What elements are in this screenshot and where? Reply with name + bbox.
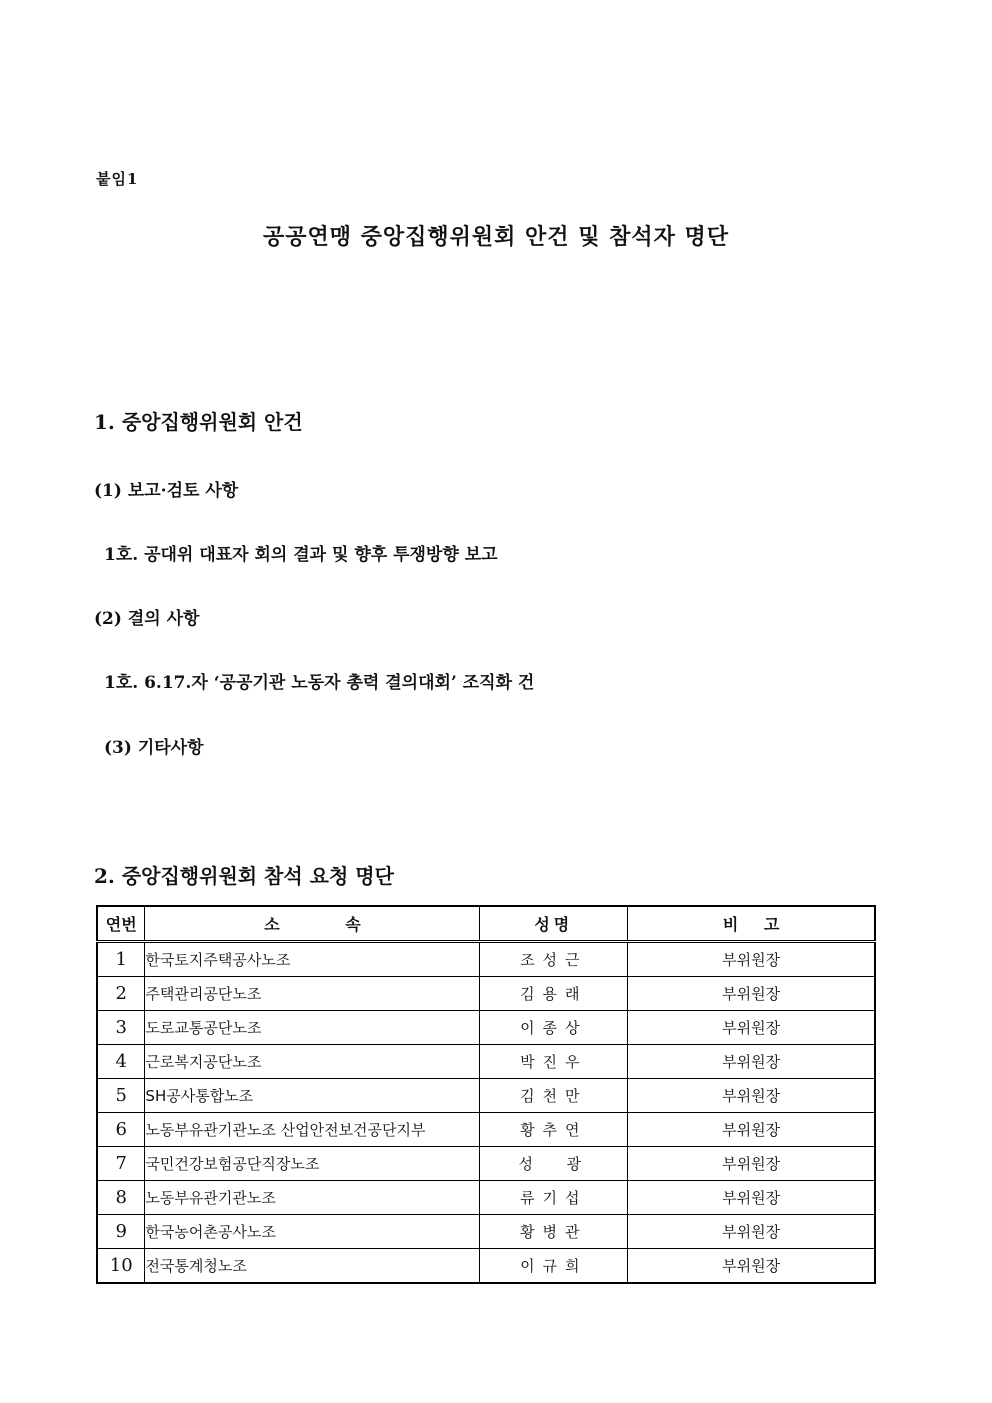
- row-name: 김천만: [480, 1079, 628, 1113]
- resolution-heading: (2) 결의 사항: [94, 609, 200, 629]
- row-affiliation: 근로복지공단노조: [145, 1045, 480, 1079]
- row-number: 3: [97, 1011, 145, 1045]
- row-remarks: 부위원장: [628, 1249, 875, 1284]
- resolution-item: 1호. 6.17.자 ‘공공기관 노동자 총력 결의대회’ 조직화 건: [104, 673, 535, 693]
- table-row: [97, 942, 875, 977]
- table-row: [97, 1181, 875, 1215]
- table-header-row: [97, 906, 875, 942]
- row-remarks: 부위원장: [628, 1147, 875, 1181]
- row-number: 8: [97, 1181, 145, 1215]
- row-affiliation: 한국토지주택공사노조: [145, 942, 480, 977]
- row-number: 5: [97, 1079, 145, 1113]
- row-name: 황추연: [480, 1113, 628, 1147]
- table-row: [97, 1113, 875, 1147]
- row-remarks: 부위원장: [628, 1181, 875, 1215]
- row-number: 9: [97, 1215, 145, 1249]
- row-affiliation: 노동부유관기관노조: [145, 1181, 480, 1215]
- row-affiliation: 한국농어촌공사노조: [145, 1215, 480, 1249]
- table-row: [97, 977, 875, 1011]
- row-number: 4: [97, 1045, 145, 1079]
- row-affiliation: 노동부유관기관노조 산업안전보건공단지부: [145, 1113, 480, 1147]
- table-row: [97, 1215, 875, 1249]
- row-remarks: 부위원장: [628, 942, 875, 977]
- row-number: 7: [97, 1147, 145, 1181]
- attendee-table: [96, 905, 876, 1284]
- row-number: 1: [97, 942, 145, 977]
- table-row: [97, 1079, 875, 1113]
- row-number: 6: [97, 1113, 145, 1147]
- row-remarks: 부위원장: [628, 1215, 875, 1249]
- row-name: 이종상: [480, 1011, 628, 1045]
- row-affiliation: 전국통계청노조: [145, 1249, 480, 1284]
- report-review-heading: (1) 보고·검토 사항: [94, 481, 239, 501]
- row-remarks: 부위원장: [628, 1113, 875, 1147]
- row-affiliation: SH공사통합노조: [145, 1079, 480, 1113]
- row-remarks: 부위원장: [628, 1079, 875, 1113]
- row-number: 2: [97, 977, 145, 1011]
- column-header-remarks: 비 고: [628, 906, 875, 942]
- row-name: 황병관: [480, 1215, 628, 1249]
- column-header-name: 성명: [480, 906, 628, 942]
- column-header-affiliation: 소 속: [145, 906, 480, 942]
- row-affiliation: 국민건강보험공단직장노조: [145, 1147, 480, 1181]
- section1-heading: 1. 중앙집행위원회 안건: [94, 410, 303, 434]
- row-remarks: 부위원장: [628, 1045, 875, 1079]
- row-remarks: 부위원장: [628, 1011, 875, 1045]
- row-affiliation: 도로교통공단노조: [145, 1011, 480, 1045]
- row-affiliation: 주택관리공단노조: [145, 977, 480, 1011]
- row-name: 성 광: [480, 1147, 628, 1181]
- table-row: [97, 1147, 875, 1181]
- report-review-item: 1호. 공대위 대표자 회의 결과 및 향후 투쟁방향 보고: [104, 545, 498, 565]
- row-name: 조성근: [480, 942, 628, 977]
- row-name: 류기섭: [480, 1181, 628, 1215]
- document-title: 공공연맹 중앙집행위원회 안건 및 참석자 명단: [262, 224, 730, 250]
- table-row: [97, 1045, 875, 1079]
- section2-heading: 2. 중앙집행위원회 참석 요청 명단: [94, 864, 394, 888]
- row-number: 10: [97, 1249, 145, 1284]
- row-name: 이규희: [480, 1249, 628, 1284]
- row-name: 김용래: [480, 977, 628, 1011]
- other-matters-heading: (3) 기타사항: [104, 738, 204, 758]
- table-row: [97, 1011, 875, 1045]
- column-header-number: 연번: [97, 906, 145, 942]
- table-row: [97, 1249, 875, 1284]
- row-remarks: 부위원장: [628, 977, 875, 1011]
- attachment-label: 붙임1: [96, 170, 139, 188]
- row-name: 박진우: [480, 1045, 628, 1079]
